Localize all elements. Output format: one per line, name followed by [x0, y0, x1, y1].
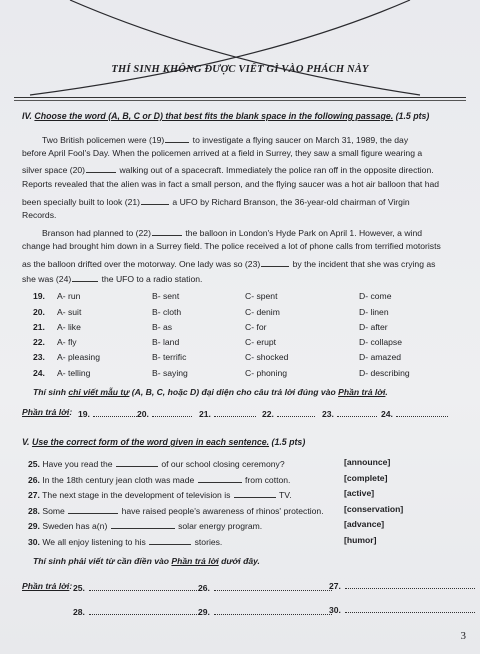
blank-number: (21)	[124, 197, 141, 207]
answer-slot	[329, 604, 475, 615]
question-number: 30.	[28, 537, 40, 547]
question-blank[interactable]	[68, 505, 118, 514]
word-given: [active]	[344, 488, 375, 498]
word-given: [advance]	[344, 519, 385, 529]
answer-slot	[199, 408, 256, 419]
option-number	[33, 369, 45, 378]
option-number	[33, 292, 45, 301]
answer-blank[interactable]	[214, 582, 332, 591]
answer-number: 23.	[322, 409, 334, 419]
question-text: from cotton.	[242, 475, 291, 485]
section5-answer-label: Phần trả lời:	[22, 581, 73, 591]
option-number-text: 20.	[33, 307, 45, 317]
word-given: [humor]	[344, 535, 377, 545]
answer-number: 20.	[137, 409, 149, 419]
answer-number: 27.	[329, 581, 341, 591]
option-b: B- saying	[152, 368, 188, 378]
question-text: have raised people's awareness of rhinos' protection.	[119, 506, 324, 516]
blank-line[interactable]	[86, 164, 116, 173]
option-b: B- cloth	[152, 307, 182, 317]
answer-slot	[262, 408, 315, 419]
answer-slot	[198, 606, 332, 617]
passage-text: silver space	[22, 165, 70, 175]
passage-line	[22, 164, 434, 175]
answer-number: 28.	[73, 607, 85, 617]
passage-text: she was	[22, 274, 56, 284]
answer-slot	[73, 606, 201, 617]
question-text: The next stage in the development of television is	[39, 490, 233, 500]
passage-text: walking out of a spacecraft. Immediately the police ran off in the opposite direction.	[117, 165, 434, 175]
passage-text: by the incident that she was crying as	[290, 259, 436, 269]
answer-blank[interactable]	[277, 408, 315, 417]
header-title: THÍ SINH KHÔNG ĐƯỢC VIẾT GÌ VÀO PHÁCH NÀY	[111, 64, 369, 75]
option-number	[33, 338, 45, 347]
blank-number: (23)	[244, 259, 261, 269]
section5-instruction: Thí sinh phải viết từ cần điền vào Phần trả lời dưới đây.	[33, 556, 260, 566]
passage-text: the balloon in London's Hyde Park on April 1. However, a wind	[182, 228, 423, 238]
question-line	[28, 474, 290, 485]
question-text: Sweden has a(n)	[39, 521, 110, 531]
passage-line	[42, 227, 422, 238]
option-number-text: 19.	[33, 291, 45, 301]
option-c: C- denim	[245, 307, 280, 317]
option-d: D- come	[359, 291, 392, 301]
option-b: B- sent	[152, 291, 180, 301]
option-a: A- like	[57, 322, 81, 332]
question-blank[interactable]	[111, 520, 175, 529]
question-line	[28, 505, 324, 516]
answer-slot	[78, 408, 141, 419]
option-a: A- fly	[57, 337, 77, 347]
option-d: D- collapse	[359, 337, 402, 347]
passage-text: Two British policemen were	[42, 135, 149, 145]
question-blank[interactable]	[198, 474, 242, 483]
option-c: C- erupt	[245, 337, 277, 347]
question-number: 26.	[28, 475, 40, 485]
option-number-text: 22.	[33, 337, 45, 347]
blank-number: (22)	[135, 228, 151, 238]
passage-line	[22, 196, 410, 207]
header-rule-thin	[14, 100, 466, 101]
answer-slot	[329, 580, 475, 591]
question-line	[28, 489, 292, 500]
passage-line	[22, 149, 422, 158]
answer-number: 29.	[198, 607, 210, 617]
question-number: 29.	[28, 521, 40, 531]
passage-line	[22, 180, 439, 189]
question-number: 27.	[28, 490, 40, 500]
word-given: [conservation]	[344, 504, 404, 514]
option-a: A- run	[57, 291, 81, 301]
blank-line[interactable]	[261, 258, 289, 267]
answer-number: 24.	[381, 409, 393, 419]
passage-line	[22, 258, 435, 269]
question-text: solar energy program.	[175, 521, 263, 531]
question-line	[28, 520, 262, 531]
blank-line[interactable]	[141, 196, 169, 205]
answer-number: 25.	[73, 583, 85, 593]
answer-slot	[73, 582, 201, 593]
passage-text: Reports revealed that the alien was in fact a small person, and the flying saucer was a hot air balloon that had	[22, 179, 440, 189]
question-blank[interactable]	[234, 489, 276, 498]
page-number: 3	[460, 630, 466, 642]
passage-text: change had brought him down in a Surrey field. The police received a lot of phone calls from terrified motorists	[22, 241, 441, 251]
option-number-text: 21.	[33, 322, 45, 332]
option-b: B- as	[152, 322, 173, 332]
question-text: We all enjoy listening to his	[39, 537, 149, 547]
option-c: C- spent	[245, 291, 278, 301]
option-a: A- telling	[57, 368, 91, 378]
passage-line	[22, 211, 56, 220]
question-line	[28, 458, 285, 469]
option-number-text: 24.	[33, 368, 45, 378]
header-decoration	[0, 0, 480, 100]
answer-blank[interactable]	[214, 408, 256, 417]
answer-slot	[198, 582, 332, 593]
option-a: A- pleasing	[57, 352, 100, 362]
answer-number: 30.	[329, 605, 341, 615]
option-c: C- phoning	[245, 368, 288, 378]
answer-number: 19.	[78, 409, 90, 419]
question-text: Some	[39, 506, 68, 516]
answer-number: 22.	[262, 409, 274, 419]
answer-blank[interactable]	[345, 604, 475, 613]
passage-line	[22, 242, 441, 251]
question-text: of our school closing ceremony?	[158, 459, 285, 469]
section4-points: (1.5 pts)	[395, 111, 430, 121]
blank-line[interactable]	[165, 134, 189, 143]
question-number: 28.	[28, 506, 40, 516]
passage-text: a UFO by Richard Branson, the 36-year-old chairman of Virgin	[170, 197, 410, 207]
passage-text: Branson had planned to	[42, 228, 136, 238]
section4-answer-label: Phần trả lời:	[22, 407, 73, 417]
blank-number: (24)	[55, 274, 72, 284]
header-rule	[14, 97, 466, 98]
answer-blank[interactable]	[93, 408, 141, 417]
option-d: D- describing	[359, 368, 410, 378]
option-d: D- amazed	[359, 352, 402, 362]
blank-line[interactable]	[72, 273, 98, 282]
answer-blank[interactable]	[152, 408, 192, 417]
question-text: Have you read the	[39, 459, 115, 469]
option-b: B- terrific	[152, 352, 187, 362]
passage-text: the UFO to a radio station.	[99, 274, 203, 284]
section5-points: (1.5 pts)	[271, 437, 306, 447]
passage-text: before April Fool's Day. When the policemen arrived at a field in Surrey, they saw a small figure wearing a	[22, 148, 423, 158]
option-number-text: 23.	[33, 352, 45, 362]
blank-line[interactable]	[152, 227, 182, 236]
blank-number: (19)	[149, 135, 165, 145]
section4-title: IV. Choose the word (A, B, C or D) that best fits the blank space in the following passage. (1.5 pts)	[22, 111, 430, 121]
answer-blank[interactable]	[337, 408, 377, 417]
answer-slot	[137, 408, 192, 419]
option-b: B- land	[152, 337, 180, 347]
option-d: D- after	[359, 322, 388, 332]
section4-instruction: Thí sinh chỉ viết mẫu tự (A, B, C, hoặc D) đại diện cho câu trả lời đúng vào Phần trả lời.	[33, 387, 388, 397]
answer-number: 26.	[198, 583, 210, 593]
question-blank[interactable]	[149, 536, 191, 545]
question-text: In the 18th century jean cloth was made	[39, 475, 197, 485]
section4-title-main: Choose the word (A, B, C or D) that best fits the blank space in the following passage.	[34, 111, 394, 121]
answer-slot	[322, 408, 377, 419]
option-number	[33, 353, 45, 362]
option-number	[33, 323, 45, 332]
passage-text: Records.	[22, 210, 57, 220]
answer-blank[interactable]	[345, 580, 475, 589]
question-line	[28, 536, 222, 547]
passage-text: to investigate a flying saucer on March 31, 1989, the day	[190, 135, 409, 145]
question-number: 25.	[28, 459, 40, 469]
passage-line	[22, 273, 202, 284]
word-given: [announce]	[344, 457, 391, 467]
section5-title-main: Use the correct form of the word given in each sentence.	[31, 437, 270, 447]
answer-blank[interactable]	[89, 606, 201, 615]
answer-slot	[381, 408, 448, 419]
answer-blank[interactable]	[214, 606, 332, 615]
option-a: A- suit	[57, 307, 82, 317]
option-c: C- shocked	[245, 352, 289, 362]
section5-title: V. Use the correct form of the word given in each sentence. (1.5 pts)	[22, 437, 306, 447]
question-text: TV.	[276, 490, 292, 500]
word-given: [complete]	[344, 473, 388, 483]
answer-blank[interactable]	[396, 408, 448, 417]
blank-number: (20)	[69, 165, 86, 175]
question-text: stories.	[192, 537, 223, 547]
answer-number: 21.	[199, 409, 211, 419]
passage-text: as the balloon drifted over the motorway. One lady was so	[22, 259, 245, 269]
passage-text: been specially built to look	[22, 197, 125, 207]
option-d: D- linen	[359, 307, 389, 317]
passage-line	[42, 134, 408, 145]
answer-blank[interactable]	[89, 582, 201, 591]
option-number	[33, 308, 45, 317]
option-c: C- for	[245, 322, 267, 332]
question-blank[interactable]	[116, 458, 158, 467]
